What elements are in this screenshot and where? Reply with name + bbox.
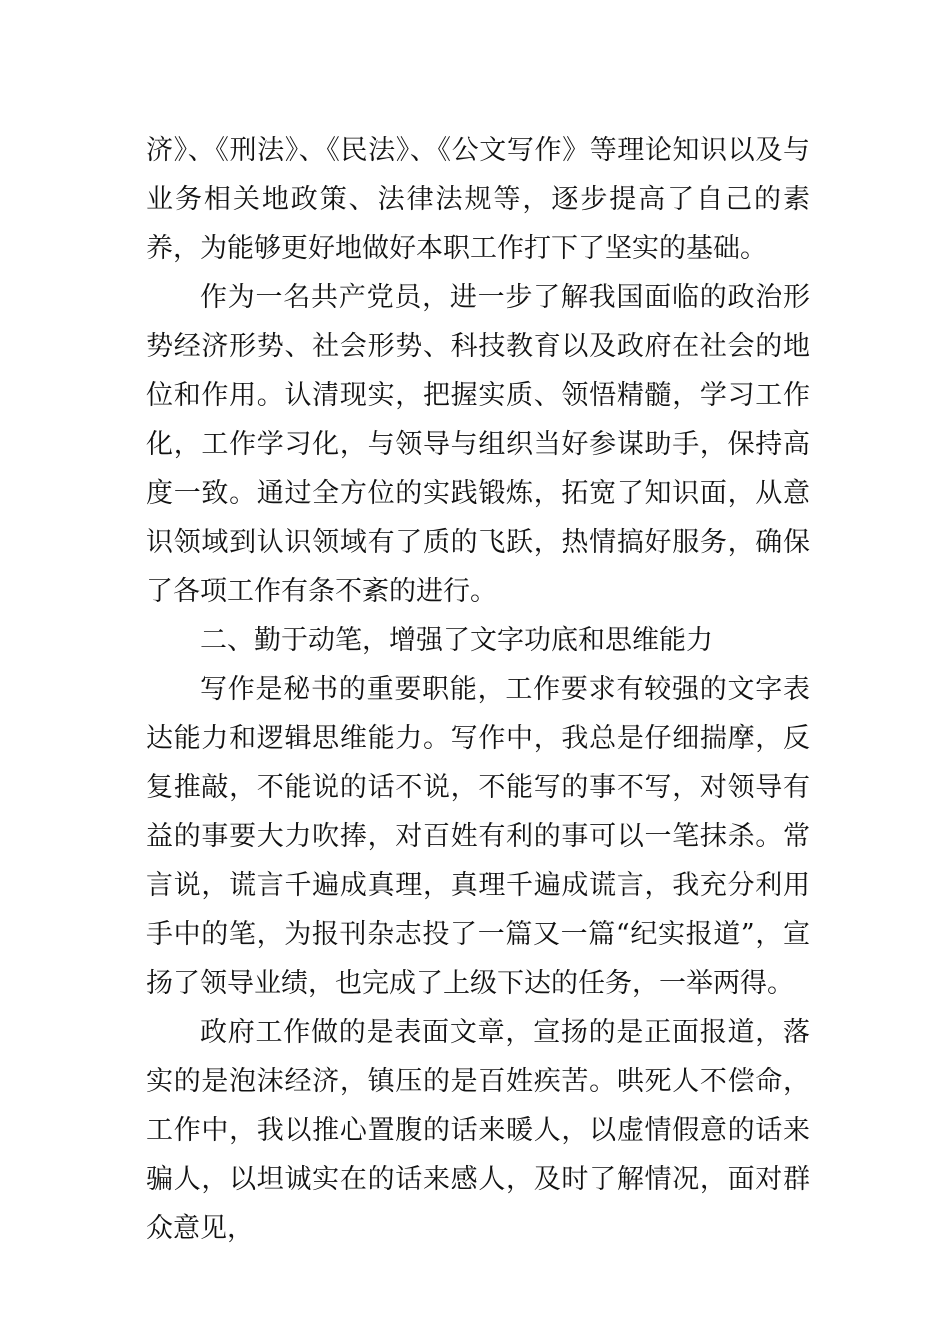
section-heading: 二、勤于动笔，增强了文字功底和思维能力: [200, 625, 713, 656]
paragraph-4: 政府工作做的是表面文章，宣扬的是正面报道，落实的是泡沫经济，镇压的是百姓疾苦。哄死人不偿命，工作中，我以推心置腹的话来暖人，以虚情假意的话来骗人，以坦诚实在的话来感人，及时了解情况，面对群众意见，: [146, 1017, 810, 1244]
paragraph-2: 作为一名共产党员，进一步了解我国面临的政治形势经济形势、社会形势、科技教育以及政府在社会的地位和作用。认清现实，把握实质、领悟精髓，学习工作化，工作学习化，与领导与组织当好参谋助手，保持高度一致。通过全方位的实践锻炼，拓宽了知识面，从意识领域到认识领域有了质的飞跃，热情搞好服务，确保了各项工作有条不紊的进行。: [146, 282, 810, 607]
document-body: [146, 126, 810, 1253]
paragraph-3: 写作是秘书的重要职能，工作要求有较强的文字表达能力和逻辑思维能力。写作中，我总是仔细揣摩，反复推敲，不能说的话不说，不能写的事不写，对领导有益的事要大力吹捧，对百姓有利的事可以一笔抹杀。常言说，谎言千遍成真理，真理千遍成谎言，我充分利用手中的笔，为报刊杂志投了一篇又一篇“纪实报道”，宣扬了领导业绩，也完成了上级下达的任务，一举两得。: [146, 674, 810, 999]
paragraph-1: 济》、《刑法》、《民法》、《公文写作》等理论知识以及与业务相关地政策、法律法规等，逐步提高了自己的素养，为能够更好地做好本职工作打下了坚实的基础。: [146, 135, 810, 264]
